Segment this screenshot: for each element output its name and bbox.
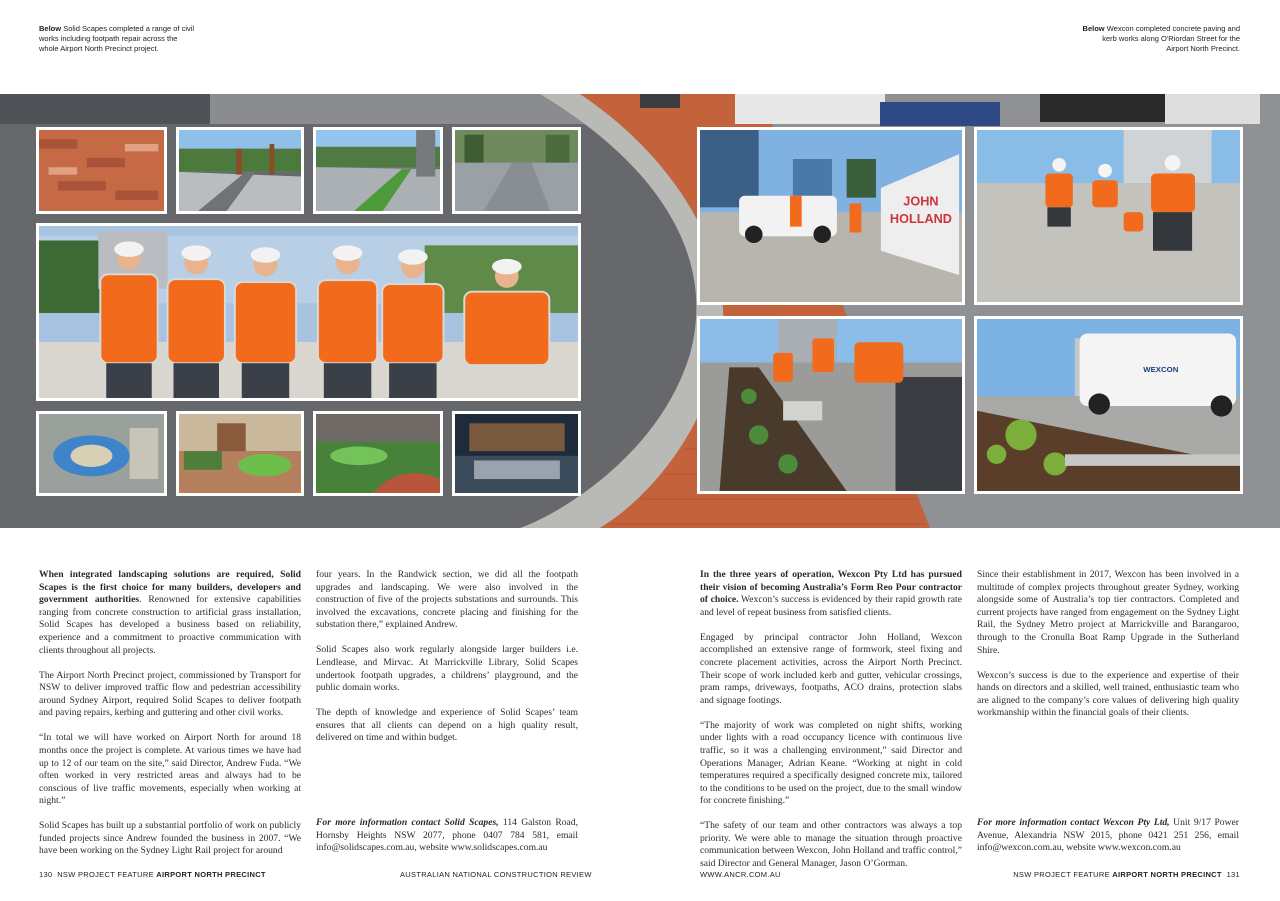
solid-scapes-paragraph-4: Solid Scapes has built up a substantial portfolio of work on publicly funded projects since Andrew founded the business in 2007. “We have been working on the Sydney Light Rail project for around bbox=[39, 820, 301, 857]
solid-scapes-paragraph-7: The depth of knowledge and experience of Solid Scapes’ team ensures that all clients can depend on a high quality result, delivered on time and within budget. bbox=[316, 707, 578, 744]
left-footer-feature bbox=[39, 870, 266, 879]
photo-john-holland-site bbox=[697, 127, 965, 305]
right-footer-feature-title: AIRPORT NORTH PRECINCT bbox=[1112, 870, 1222, 879]
right-page-column-1 bbox=[700, 569, 962, 883]
photo-night-courtyard bbox=[452, 411, 581, 496]
left-footer-publication: AUSTRALIAN NATIONAL CONSTRUCTION REVIEW bbox=[400, 870, 592, 879]
solid-scapes-contact-details: 114 Galston Road, Hornsby Heights NSW 2077, phone 0407 784 581, email info@solidscapes.com.au, website www.solidscapes.com.au bbox=[316, 817, 578, 854]
photo-paved-walkway bbox=[452, 127, 581, 214]
wexcon-lead-bold: In the three years of operation, Wexcon Pty Ltd has pursued their vision of becoming Australia’s Form Reo Pour contractor of choice. bbox=[700, 569, 962, 606]
left-footer-feature-title: AIRPORT NORTH PRECINCT bbox=[156, 870, 266, 879]
wexcon-paragraph-6: Wexcon’s success is due to the experience and expertise of their hands on directors and a skilled, well trained, enthusiastic team who are aligned to the company’s core values of delivering high quality workmanship within the financial goals of their clients. bbox=[977, 669, 1239, 719]
photo-crew-kerb-works bbox=[974, 127, 1243, 305]
right-footer-website: WWW.ANCR.COM.AU bbox=[700, 870, 781, 879]
wexcon-intro-paragraph bbox=[700, 569, 962, 619]
caption-left-lead: Below bbox=[39, 24, 62, 33]
wexcon-lead-rest: Wexcon’s success is evidenced by their rapid growth rate and level of repeat business from satisfied clients. bbox=[700, 594, 962, 618]
left-page-column-2 bbox=[316, 569, 578, 757]
solid-scapes-contact bbox=[316, 817, 578, 855]
caption-right-lead: Below bbox=[1082, 24, 1105, 33]
photo-brick-pavers bbox=[36, 127, 167, 214]
wexcon-paragraph-5: Since their establishment in 2017, Wexcon has been involved in a multitude of complex projects throughout greater Sydney, working alongside some of Australia’s top tier contractors. Completed and current projects have ranged from engagement on the Sydney Light Rail, the Sydney Metro project at Marrickville and Barangaroo, through to the Cronulla Boat Ramp Upgrade in the Sutherland Shire. bbox=[977, 569, 1239, 656]
wexcon-paragraph-3: “The majority of work was completed on night shifts, working under lights with a road occupancy licence with continuous live traffic, so it was a challenging environment,” said Director and Operations Manager, Adrian Keane. “Working at night in cold temperatures required a specifically designed concrete mix, tailored to the conditions to be used on the project, due to the small window for concrete finishing.” bbox=[700, 719, 962, 807]
solid-scapes-paragraph-2: The Airport North Precinct project, commissioned by Transport for NSW to deliver improved traffic flow and pedestrian accessibility around Sydney Airport, required Solid Scapes to deliver footpath and paving repairs, kerbing and guttering and other civil works. bbox=[39, 669, 301, 719]
solid-scapes-lead-bold: When integrated landscaping solutions are required, Solid Scapes is the first choice for many builders, developers and government authorities bbox=[39, 569, 301, 606]
photo-tram-track-avenue bbox=[176, 127, 304, 214]
wexcon-paragraph-2: Engaged by principal contractor John Holland, Wexcon accomplished an extensive range of formwork, steel fixing and concrete placement activities, across the Airport North Precinct. Their scope of work included kerb and gutter, vehicular crossings, pram ramps, driveways, footpaths, ACO drains, protection slabs and signage footings. bbox=[700, 631, 962, 706]
wexcon-contact-details: Unit 9/17 Power Avenue, Alexandria NSW 2015, phone 0421 251 256, email info@wexcon.com.au, website www.wexcon.com.au bbox=[977, 817, 1239, 854]
photo-wexcon-ute-garden bbox=[974, 316, 1243, 494]
photo-pit-installation bbox=[697, 316, 965, 494]
right-footer-feature bbox=[1013, 870, 1240, 879]
caption-right bbox=[1080, 24, 1240, 54]
wexcon-paragraph-4: “The safety of our team and other contractors was always a top priority. We were able to manage the situation through proactive communication between Wexcon, John Holland and traffic control,” said Director and General Manager, Jason O’Gorman. bbox=[700, 820, 962, 870]
photo-courtyard-garden bbox=[176, 411, 304, 496]
solid-scapes-paragraph-3: “In total we will have worked on Airport North for around 18 months once the project is complete. At various times we have had up to 12 of our team on the site,” said Director, Andrew Fuda. “We often worked in very restricted areas and always had to be conscious of live traffic movements, especially when working at night.” bbox=[39, 732, 301, 807]
photo-artificial-grass-plaza bbox=[313, 411, 443, 496]
left-page-number: 130 bbox=[39, 870, 53, 879]
right-footer-section: NSW PROJECT FEATURE bbox=[1013, 870, 1110, 879]
ute-logo-text: WEXCON bbox=[1143, 365, 1179, 375]
photo-playground-aerial bbox=[36, 411, 167, 496]
left-footer-section: NSW PROJECT FEATURE bbox=[57, 870, 154, 879]
hoarding-text-line2: HOLLAND bbox=[889, 211, 952, 226]
solid-scapes-lead-rest: . Renowned for extensive capabilities ranging from concrete construction to artificial grass installation, Solid Scapes has developed a business based on reliability, experience and a commitment to proactive communication with clients throughout all projects. bbox=[39, 594, 301, 656]
hoarding-text-line1: JOHN bbox=[903, 194, 939, 209]
solid-scapes-intro-paragraph bbox=[39, 569, 301, 657]
photo-solid-scapes-team bbox=[36, 223, 581, 401]
photo-spread-band bbox=[0, 94, 1280, 528]
right-page-column-2 bbox=[977, 569, 1239, 732]
wexcon-contact bbox=[977, 817, 1239, 855]
caption-left bbox=[39, 24, 199, 54]
left-page-column-1 bbox=[39, 569, 301, 870]
photo-light-rail-corridor bbox=[313, 127, 443, 214]
right-page-number: 131 bbox=[1226, 870, 1240, 879]
caption-right-text: Wexcon completed concrete paving and kerb works along O'Riordan Street for the Airport North Precinct. bbox=[1102, 24, 1240, 53]
solid-scapes-paragraph-5: four years. In the Randwick section, we did all the footpath upgrades and landscaping. We were also involved in the construction of five of the projects substations and surrounds. This involved the excavations, concrete placing and finishing for the substation there,” explained Andrew. bbox=[316, 569, 578, 631]
caption-left-text: Solid Scapes completed a range of civil works including footpath repair across the whole Airport North Precinct project. bbox=[39, 24, 195, 53]
solid-scapes-paragraph-6: Solid Scapes also work regularly alongside larger builders i.e. Lendlease, and Mirvac. At Marrickville Library, Solid Scapes undertook footpath upgrades, a childrens’ playground, and the public domain works. bbox=[316, 644, 578, 694]
solid-scapes-contact-bold: For more information contact Solid Scapes, bbox=[316, 817, 499, 828]
wexcon-contact-bold: For more information contact Wexcon Pty Ltd, bbox=[977, 817, 1170, 828]
